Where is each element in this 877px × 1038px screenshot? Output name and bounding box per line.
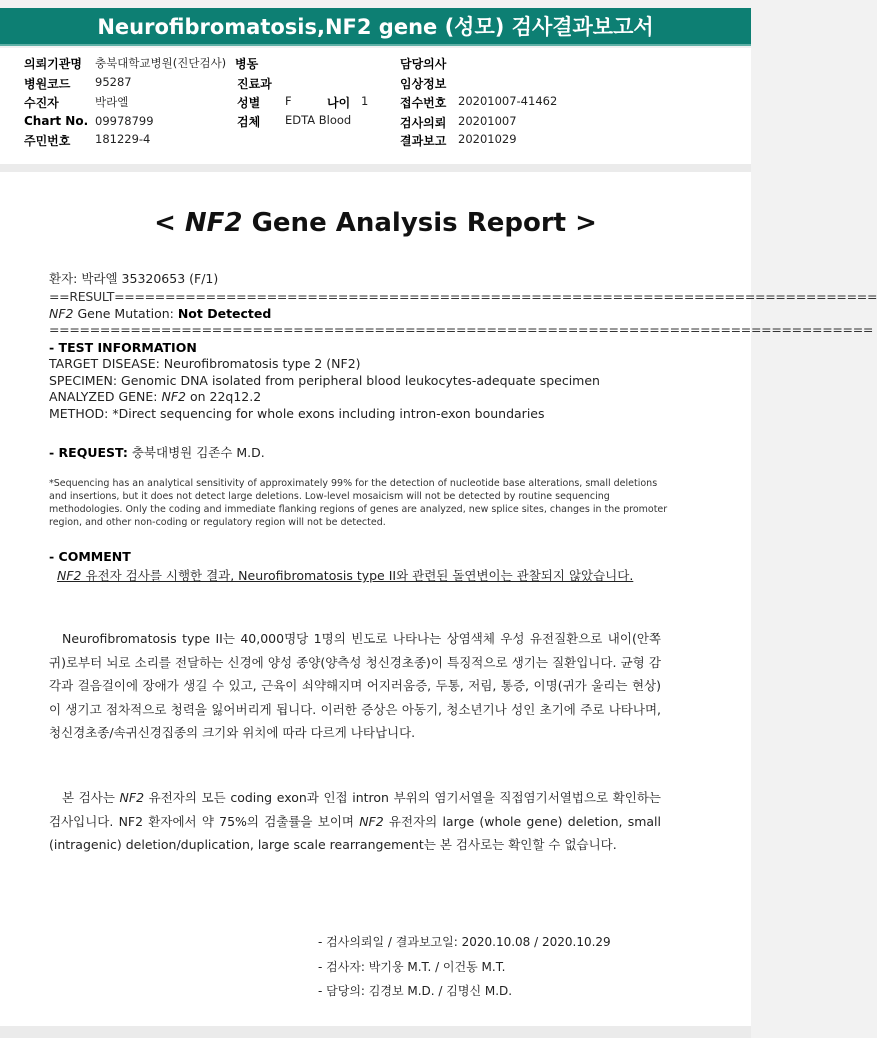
target-disease: TARGET DISEASE: Neurofibromatosis type 2 (NF2) [49, 356, 361, 371]
clinical-info-label: 임상정보 [400, 77, 447, 91]
hospital-code-label: 병원코드 [24, 77, 71, 91]
specimen-line: SPECIMEN: Genomic DNA isolated from peripheral blood leukocytes-adequate specimen [49, 373, 600, 388]
report-date-value: 20201029 [458, 132, 517, 146]
para2-part-a: 본 검사는 [62, 790, 120, 805]
title-prefix: < [154, 208, 185, 238]
patient-value: 박라엘 [95, 95, 129, 109]
para2-part-c: 유전자의 large (whole gene) deletion, small (intragenic) deletion/duplication, large scale rearrangement는 본 검사로는 확인할 수 없습니다. [49, 813, 661, 852]
request-date-value: 20201007 [458, 114, 517, 128]
comment-gene: NF2 [57, 568, 82, 583]
hospital-code-value: 95287 [95, 75, 132, 89]
bottom-band [0, 1026, 751, 1038]
mutation-gene: NF2 [49, 306, 74, 321]
para2-part-b: 유전자의 모든 coding exon과 인접 intron 부위의 염기서열을 직접염기서열법으로 확인하는 검사입니다. NF2 환자에서 약 75%의 검출률을 보이며 [49, 790, 661, 829]
request-line [49, 443, 265, 461]
request-heading: - REQUEST: [49, 445, 128, 460]
method-line: METHOD: *Direct sequencing for whole exons including intron-exon boundaries [49, 406, 545, 421]
receipt-number-value: 20201007-41462 [458, 94, 558, 108]
request-date-label: 검사의뢰 [400, 116, 447, 130]
signature-doctors: - 담당의: 김경보 M.D. / 김명신 M.D. [318, 984, 513, 998]
patient-line: 환자: 박라엘 35320653 (F/1) [49, 271, 219, 286]
age-label: 나이 [327, 96, 351, 110]
institution-label: 의뢰기관명 [24, 57, 82, 71]
comment-body: 유전자 검사를 시행한 결과, Neurofibromatosis type II와 관련된 돌연변이는 관찰되지 않았습니다. [81, 568, 634, 583]
signature-dates: - 검사의뢰일 / 결과보고일: 2020.10.08 / 2020.10.29 [318, 935, 611, 949]
result-line: ==RESULT=========================================================================== [49, 289, 877, 304]
receipt-number-label: 접수번호 [400, 96, 447, 110]
patient-label: 수진자 [24, 96, 59, 110]
doctor-label: 담당의사 [400, 57, 447, 71]
paragraph-disease-description: Neurofibromatosis type II는 40,000명당 1명의 빈도로 나타나는 상염색체 우성 유전질환으로 내이(안쪽 귀)로부터 뇌로 소리를 전달하는 신경에 양성 종양(양측성 청신경초종)이 특징적으로 생기는 질환입니다. 균형 감각과 걸음걸이에 장애가 생길 수 있고, 근육이 쇠약해지며 어지러움증, 두통, 저림, 통증, 이명(귀가 울리는 현상)이 생기고 점차적으로 청력을 잃어버리게 됩니다. 이러한 증상은 아동기, 청소년기나 성인 초기에 주로 나타나며, 청신경초종/속귀신경집종의 크기와 위치에 따라 다르게 나타납니다. [49, 631, 661, 740]
comment-text [49, 565, 661, 587]
chart-number-value: 09978799 [95, 114, 154, 128]
report-date-label: 결과보고 [400, 134, 447, 148]
signature-testers: - 검사자: 박기웅 M.T. / 이건동 M.T. [318, 960, 506, 974]
sex-value: F [285, 94, 292, 108]
analyzed-gene-name: NF2 [161, 389, 186, 404]
title-gene: NF2 [184, 208, 243, 238]
mutation-result [49, 306, 271, 321]
analyzed-gene-prefix: ANALYZED GENE: [49, 389, 162, 404]
comment-heading: - COMMENT [49, 549, 131, 564]
separator-line: ================================================================================= [49, 322, 874, 337]
report-header-title: Neurofibromatosis,NF2 gene (성모) 검사결과보고서 [0, 8, 751, 46]
dept-label: 진료과 [237, 77, 272, 91]
paragraph-test-description [49, 786, 661, 857]
age-value: 1 [361, 94, 369, 108]
analyzed-gene-suffix: on 22q12.2 [185, 389, 262, 404]
chart-number-label: Chart No. [24, 114, 89, 128]
patient-info-panel [0, 48, 751, 164]
request-value: 충북대병원 김존수 M.D. [127, 445, 265, 460]
report-body [0, 172, 877, 1026]
report-title [0, 208, 751, 238]
ward-label: 병동 [235, 57, 259, 71]
para2-gene-1: NF2 [119, 790, 145, 805]
specimen-label: 검체 [237, 115, 261, 129]
institution-value: 충북대학교병원(진단검사) [95, 56, 227, 70]
sequencing-footnote: *Sequencing has an analytical sensitivity of approximately 99% for the detection of nucleotide base alterations, small deletions and insertions, but it does not detect large deletions. Low-level mosaicism will not be detected by routine sequencing methodologies. Only the coding and immediate flanking regions of genes are analyzed, new splice sites, changes in the promoter region, and other non-coding or regulatory region will not be detected. [49, 478, 668, 528]
specimen-value: EDTA Blood [285, 113, 352, 127]
analyzed-gene [49, 389, 261, 404]
resident-number-value: 181229-4 [95, 132, 151, 146]
sex-label: 성별 [237, 96, 261, 110]
resident-number-label: 주민번호 [24, 134, 71, 148]
mutation-label: Gene Mutation: [73, 306, 178, 321]
title-suffix: Gene Analysis Report > [242, 208, 597, 238]
test-info-heading: - TEST INFORMATION [49, 340, 197, 355]
para2-gene-2: NF2 [359, 813, 384, 829]
mutation-value: Not Detected [177, 306, 272, 321]
section-separator [0, 164, 751, 172]
